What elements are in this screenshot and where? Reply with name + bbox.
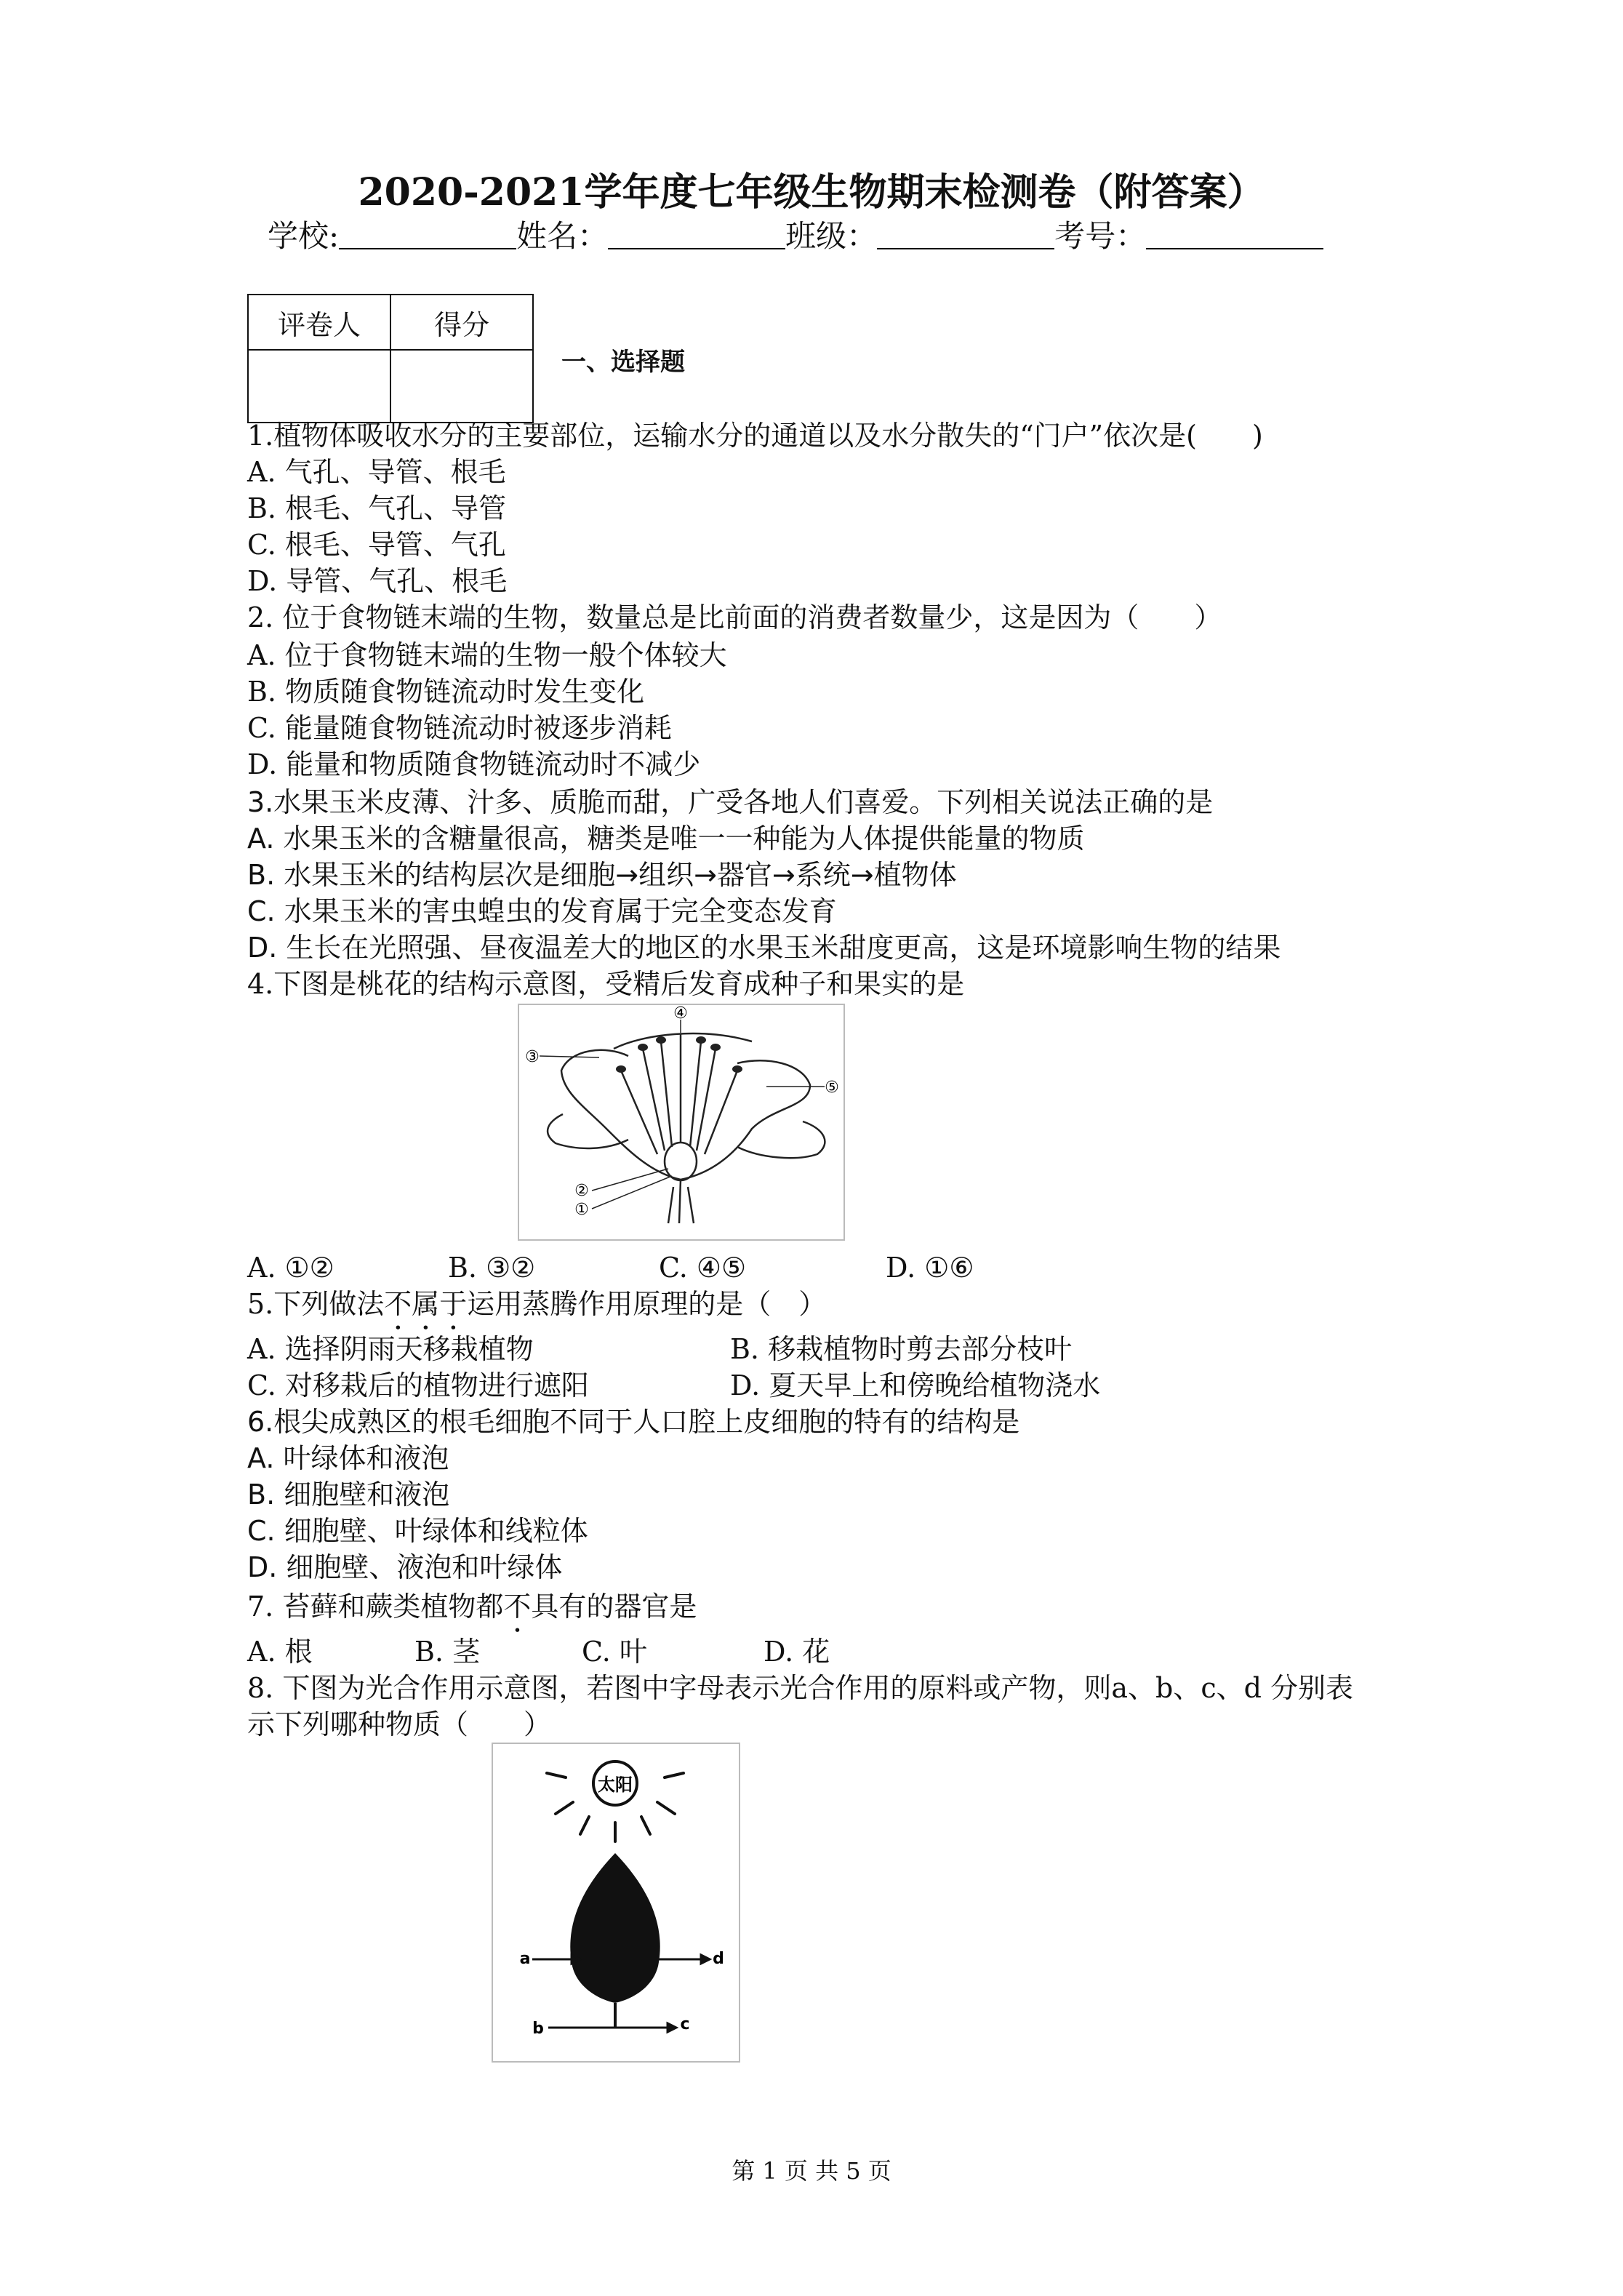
q5-option-d: D. 夏天早上和傍晚给植物浇水: [730, 1369, 1101, 1401]
q2-option-d: D. 能量和物质随食物链流动时不减少: [247, 748, 701, 780]
peach-flower-diagram: [519, 1005, 843, 1239]
peach-flower-figure: [518, 1004, 845, 1241]
photosynthesis-diagram: [493, 1744, 739, 2061]
q5-stem-pre: 5.下列做法: [247, 1288, 385, 1320]
q2-option-a: A. 位于食物链末端的生物一般个体较大: [247, 639, 727, 671]
q6-stem: 6.根尖成熟区的根毛细胞不同于人口腔上皮细胞的特有的结构是: [247, 1406, 1020, 1438]
q3-option-d: D. 生长在光照强、昼夜温差大的地区的水果玉米甜度更高，这是环境影响生物的结果: [247, 932, 1281, 964]
q5-stem: [247, 1286, 826, 1336]
label-b: b: [532, 2020, 544, 2038]
q7-stem-emphasis: 不: [503, 1591, 532, 1623]
school-blank[interactable]: [339, 220, 516, 249]
q5-option-c: C. 对移栽后的植物进行遮阳: [247, 1369, 589, 1401]
q1-option-b: B. 根毛、气孔、导管: [247, 492, 507, 524]
page-title: 2020-2021学年度七年级生物期末检测卷（附答案）: [358, 170, 1265, 215]
school-label: 学校:: [268, 218, 340, 254]
label-a: a: [519, 1950, 531, 1968]
class-blank[interactable]: [877, 220, 1054, 249]
q6-option-d: D. 细胞壁、液泡和叶绿体: [247, 1551, 563, 1583]
q7-stem-pre: 7. 苔藓和蕨类植物都: [247, 1591, 504, 1623]
name-label: 姓名：: [516, 218, 609, 254]
student-info-line: [268, 212, 1323, 256]
grader-header: 评卷人: [248, 295, 390, 350]
q3-option-c: C. 水果玉米的害虫蝗虫的发育属于完全变态发育: [247, 895, 837, 927]
q4-stem: 4.下图是桃花的结构示意图，受精后发育成种子和果实的是: [247, 968, 965, 1000]
photosynthesis-figure: [492, 1743, 740, 2063]
label-d: d: [713, 1950, 724, 1968]
label-5: ⑤: [825, 1079, 839, 1097]
q4-option-c: C. ④⑤: [659, 1252, 747, 1284]
class-label: 班级：: [785, 218, 878, 254]
q4-option-d: D. ①⑥: [886, 1252, 974, 1284]
q1-stem: 1.植物体吸收水分的主要部位，运输水分的通道以及水分散失的“门户”依次是( ): [247, 420, 1263, 452]
leaf-icon: [570, 1853, 660, 2003]
q6-option-b: B. 细胞壁和液泡: [247, 1479, 450, 1511]
q5-stem-emphasis: 不属于: [384, 1288, 468, 1320]
q4-option-a: A. ①②: [247, 1252, 334, 1284]
q6-option-c: C. 细胞壁、叶绿体和线粒体: [247, 1515, 588, 1547]
label-3: ③: [525, 1048, 540, 1066]
q7-option-d: D. 花: [764, 1636, 830, 1668]
score-cell[interactable]: [390, 350, 533, 423]
q7-option-c: C. 叶: [582, 1636, 647, 1668]
q2-option-c: C. 能量随食物链流动时被逐步消耗: [247, 712, 672, 744]
q5-option-a: A. 选择阴雨天移栽植物: [247, 1333, 534, 1365]
q4-option-b: B. ③②: [448, 1252, 536, 1284]
label-4: ④: [673, 1005, 688, 1023]
q7-options: [247, 1633, 974, 1670]
label-1: ①: [574, 1201, 589, 1219]
sun-label: 太阳: [598, 1775, 633, 1795]
q5-options-row2: [247, 1367, 1411, 1404]
q7-stem: [247, 1588, 697, 1639]
number-label: 考号：: [1054, 218, 1147, 254]
q1-option-a: A. 气孔、导管、根毛: [247, 456, 506, 488]
q3-option-b: B. 水果玉米的结构层次是细胞→组织→器官→系统→植物体: [247, 859, 957, 891]
page-footer: 第 1 页 共 5 页: [732, 2157, 891, 2185]
q3-option-a: A. 水果玉米的含糖量很高，糖类是唯一一种能为人体提供能量的物质: [247, 823, 1085, 855]
q7-stem-post: 具有的器官是: [531, 1591, 697, 1623]
name-blank[interactable]: [608, 220, 785, 249]
q8-stem-line2: 示下列哪种物质（ ）: [247, 1708, 552, 1740]
q7-option-b: B. 茎: [414, 1636, 481, 1668]
q5-option-b: B. 移栽植物时剪去部分枝叶: [730, 1333, 1073, 1365]
score-table: [247, 294, 534, 423]
q6-option-a: A. 叶绿体和液泡: [247, 1442, 449, 1474]
q1-option-d: D. 导管、气孔、根毛: [247, 565, 508, 597]
section-heading: 一、选择题: [561, 348, 685, 377]
score-header: 得分: [390, 295, 533, 350]
q5-options-row1: [247, 1331, 1411, 1367]
label-2: ②: [574, 1182, 589, 1200]
number-blank[interactable]: [1146, 220, 1323, 249]
q8-stem-line1: 8. 下图为光合作用示意图，若图中字母表示光合作用的原料或产物，则a、b、c、d 分别表: [247, 1672, 1354, 1704]
q2-option-b: B. 物质随食物链流动时发生变化: [247, 676, 645, 708]
q7-option-a: A. 根: [247, 1636, 313, 1668]
q4-options: [247, 1249, 1265, 1286]
q1-option-c: C. 根毛、导管、气孔: [247, 529, 506, 561]
q5-stem-post: 运用蒸腾作用原理的是（ ）: [467, 1288, 827, 1320]
q2-stem: 2. 位于食物链末端的生物，数量总是比前面的消费者数量少，这是因为（ ）: [247, 601, 1222, 633]
q3-stem: 3.水果玉米皮薄、汁多、质脆而甜，广受各地人们喜爱。下列相关说法正确的是: [247, 786, 1214, 818]
grader-cell[interactable]: [248, 350, 390, 423]
label-c: c: [680, 2015, 690, 2033]
